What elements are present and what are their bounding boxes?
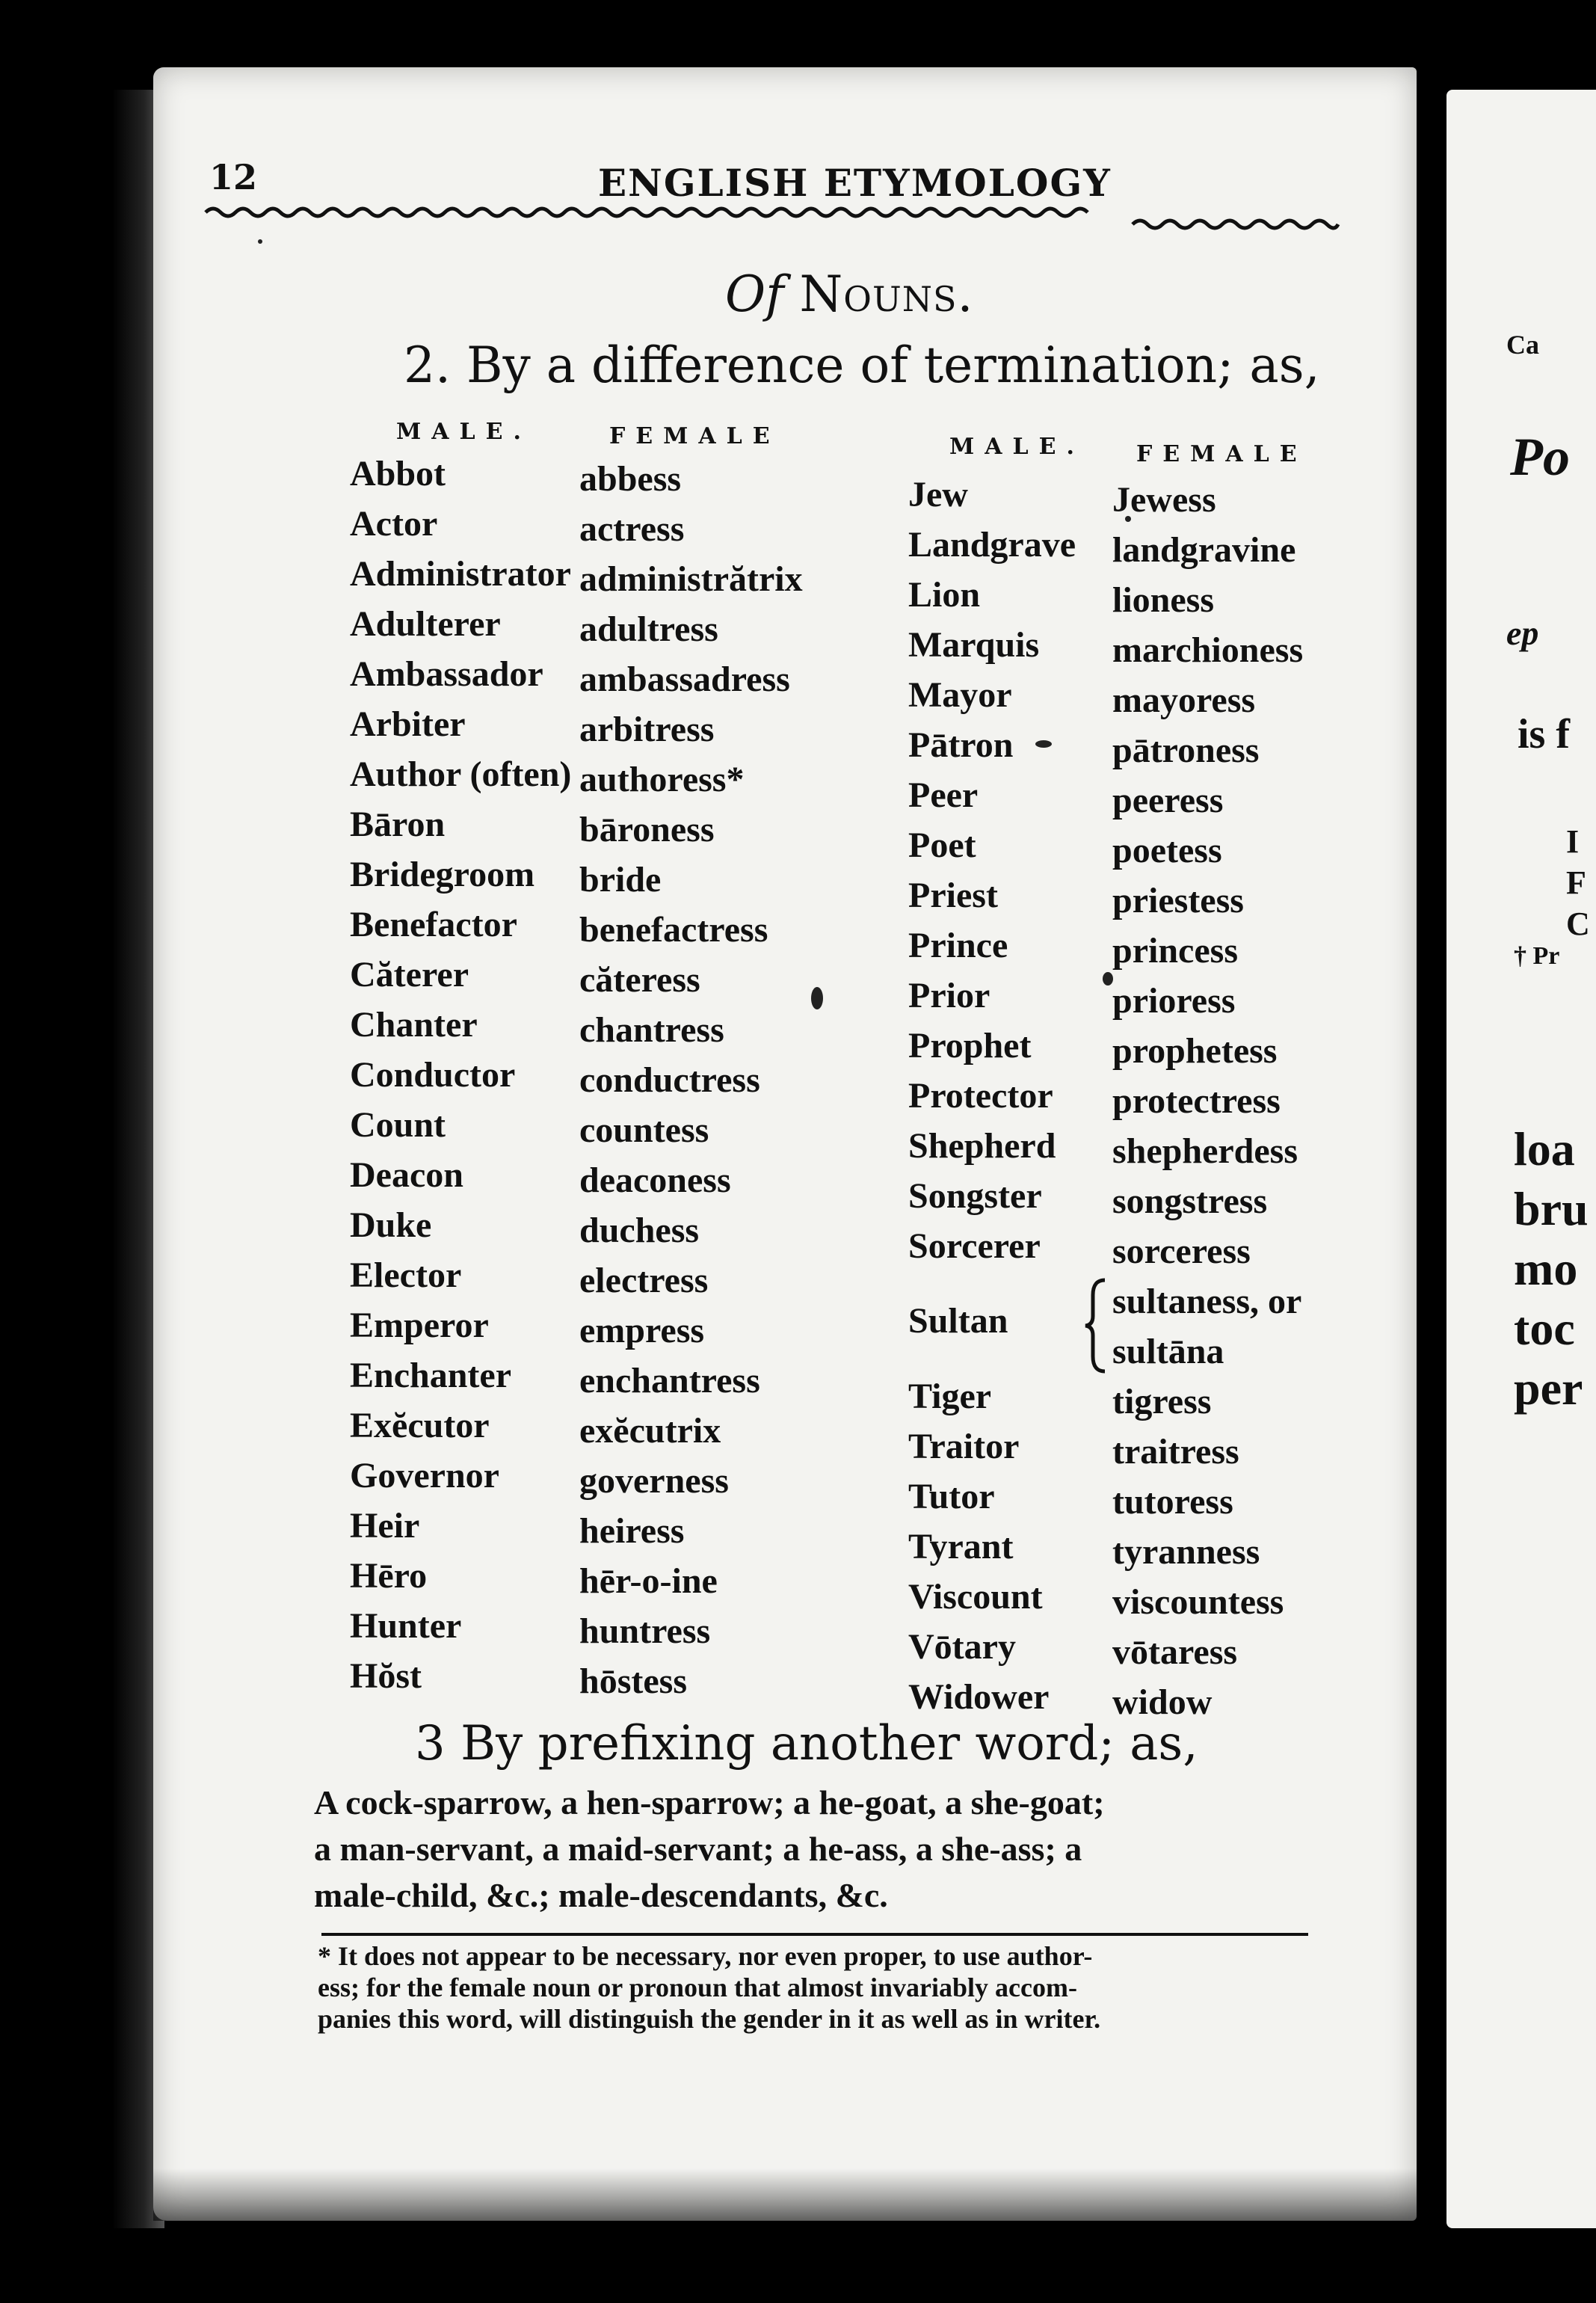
running-title: ENGLISH ETYMOLOGY (598, 161, 1112, 205)
word: Widower (908, 1677, 1050, 1717)
adjacent-fragment: ep (1506, 614, 1539, 652)
word: landgravine (1112, 530, 1296, 570)
section-heading (725, 265, 974, 323)
word: authoress* (579, 760, 745, 799)
footnote-divider (321, 1933, 1308, 1936)
word: Marquis (908, 625, 1040, 665)
word: Heir (350, 1506, 420, 1546)
left-male-column (350, 449, 571, 1701)
word: Landgrave (908, 525, 1076, 565)
word: chantress (579, 1010, 724, 1050)
word: sultāna (1112, 1332, 1224, 1371)
word: Viscount (908, 1577, 1043, 1617)
adjacent-fragment: F (1566, 864, 1586, 901)
print-speck (811, 987, 823, 1009)
left-female-header: FEMALE (609, 423, 780, 449)
word: Hēro (350, 1556, 428, 1596)
word: Poet (908, 825, 976, 865)
footnote-line: panies this word, will distinguish the gender in it as well as in writer. (318, 2004, 1101, 2034)
word: Duke (350, 1205, 432, 1245)
word: mayoress (1112, 680, 1256, 720)
word: traitress (1112, 1432, 1239, 1472)
word: Chanter (350, 1005, 478, 1045)
word: Exĕcutor (350, 1406, 490, 1445)
word: Author (often) (350, 754, 572, 794)
adjacent-fragment: Ca (1506, 330, 1539, 360)
word: Protector (908, 1076, 1053, 1116)
word: Shepherd (908, 1126, 1056, 1166)
adjacent-fragment: † Pr (1514, 942, 1560, 970)
word: Hŏst (350, 1656, 422, 1696)
word: bāroness (579, 810, 715, 849)
word: prioress (1112, 981, 1236, 1021)
adjacent-fragment: is f (1518, 711, 1570, 757)
adjacent-fragment: C (1566, 905, 1590, 942)
word: Conductor (350, 1055, 516, 1095)
word: princess (1112, 931, 1238, 971)
word: Abbot (350, 454, 446, 494)
adjacent-fragment: Po (1510, 427, 1570, 487)
word: empress (579, 1311, 705, 1350)
word: hēr-o-ine (579, 1561, 718, 1601)
word: prophetess (1112, 1031, 1278, 1071)
word: Căterer (350, 955, 469, 994)
word: electress (579, 1261, 709, 1300)
rule-3-heading: 3 By prefixing another word; as, (415, 1716, 1198, 1771)
word: arbitress (579, 710, 715, 749)
brace (1082, 1277, 1109, 1374)
word: Vōtary (908, 1627, 1016, 1667)
footnote-line: ess; for the female noun or pronoun that almost invariably accom- (318, 1973, 1077, 2002)
word: Adulterer (350, 604, 501, 644)
right-male-header: MALE. (949, 434, 1085, 460)
word: poetess (1112, 831, 1222, 870)
adjacent-fragment: per (1514, 1362, 1583, 1415)
word: Jew (908, 475, 968, 514)
word: widow (1112, 1682, 1213, 1722)
right-female-header: FEMALE (1136, 441, 1307, 467)
word: priestess (1112, 881, 1244, 920)
word: Tutor (908, 1477, 995, 1516)
word: Benefactor (350, 905, 517, 944)
word: Bāron (350, 805, 446, 844)
word: Elector (350, 1255, 462, 1295)
word: governess (579, 1461, 729, 1501)
example-line: male-child, &c.; male-descendants, &c. (314, 1876, 888, 1914)
word: Prior (908, 976, 990, 1015)
word: Jewess (1112, 480, 1216, 520)
print-speck (1103, 972, 1113, 986)
word: Tiger (908, 1377, 992, 1416)
rule-3-examples (314, 1780, 1308, 1919)
word: tyranness (1112, 1532, 1260, 1572)
word: marchioness (1112, 630, 1304, 670)
word: sorceress (1112, 1232, 1251, 1271)
word: hōstess (579, 1661, 688, 1701)
adjacent-fragment: loa (1514, 1122, 1575, 1175)
word: administrătrix (579, 559, 803, 599)
word: abbess (579, 459, 682, 499)
word: Hunter (350, 1606, 462, 1646)
word: Actor (350, 504, 438, 544)
word: shepherdess (1112, 1131, 1298, 1171)
rule-2-heading: 2. By a difference of termination; as, (404, 336, 1320, 394)
word: lioness (1112, 580, 1215, 620)
word: Priest (908, 876, 998, 915)
right-male-column (908, 470, 1076, 1722)
word: Count (350, 1105, 446, 1145)
word: huntress (579, 1611, 711, 1651)
word: căteress (579, 960, 700, 1000)
footnote (318, 1940, 1312, 2035)
word: deaconess (579, 1160, 731, 1200)
word: Governor (350, 1456, 499, 1495)
word: heiress (579, 1511, 685, 1551)
footnote-line: * It does not appear to be necessary, nor even proper, to use author- (318, 1941, 1093, 1971)
word: pātroness (1112, 731, 1260, 770)
word: Traitor (908, 1427, 1020, 1466)
left-female-column (579, 454, 803, 1706)
adjacent-page (1446, 90, 1596, 2228)
word: Peer (908, 775, 979, 815)
word: actress (579, 509, 685, 549)
example-line: A cock-sparrow, a hen-sparrow; a he-goat, a she-goat; (314, 1783, 1105, 1821)
right-female-column (1112, 475, 1303, 1727)
word: peeress (1112, 781, 1224, 820)
word: sultaness, or (1112, 1282, 1302, 1321)
word: Songster (908, 1176, 1042, 1216)
word: vōtaress (1112, 1632, 1238, 1672)
page-bottom-shadow (153, 2168, 1417, 2221)
word: conductress (579, 1060, 760, 1100)
left-male-header: MALE. (396, 419, 532, 445)
adjacent-fragment: toc (1514, 1302, 1575, 1355)
word: ambassadress (579, 659, 790, 699)
page-number: 12 (209, 157, 258, 197)
example-line: a man-servant, a maid-servant; a he-ass, a she-ass; a (314, 1830, 1082, 1868)
word: Sorcerer (908, 1226, 1041, 1266)
word: viscountess (1112, 1582, 1284, 1622)
word: enchantress (579, 1361, 760, 1400)
word: Prince (908, 926, 1008, 965)
print-speck (258, 239, 262, 244)
word: Lion (908, 575, 981, 615)
word: Bridegroom (350, 855, 535, 894)
adjacent-fragment: bru (1514, 1182, 1589, 1235)
word: duchess (579, 1211, 700, 1250)
word: benefactress (579, 910, 768, 950)
word: Emperor (350, 1306, 489, 1345)
word: exĕcutrix (579, 1411, 721, 1451)
word: tigress (1112, 1382, 1212, 1421)
adjacent-fragment: mo (1514, 1242, 1578, 1295)
word: Tyrant (908, 1527, 1014, 1566)
wavy-rule (1133, 215, 1338, 233)
word: Administrator (350, 554, 571, 594)
word: countess (579, 1110, 709, 1150)
word: protectress (1112, 1081, 1281, 1121)
word: adultress (579, 609, 718, 649)
word: bride (579, 860, 662, 900)
word: Mayor (908, 675, 1012, 715)
word: Enchanter (350, 1356, 511, 1395)
word: Ambassador (350, 654, 543, 694)
section-heading-nouns: Nouns. (799, 265, 974, 323)
word: Sultan (908, 1301, 1008, 1341)
word: songstress (1112, 1181, 1268, 1221)
word: Prophet (908, 1026, 1032, 1066)
word: Pātron (908, 725, 1014, 765)
word: Arbiter (350, 704, 466, 744)
wavy-rule (206, 203, 1095, 221)
word: tutoress (1112, 1482, 1233, 1522)
section-heading-of: Of (725, 265, 784, 323)
word: Deacon (350, 1155, 463, 1195)
adjacent-fragment: I (1566, 823, 1580, 860)
